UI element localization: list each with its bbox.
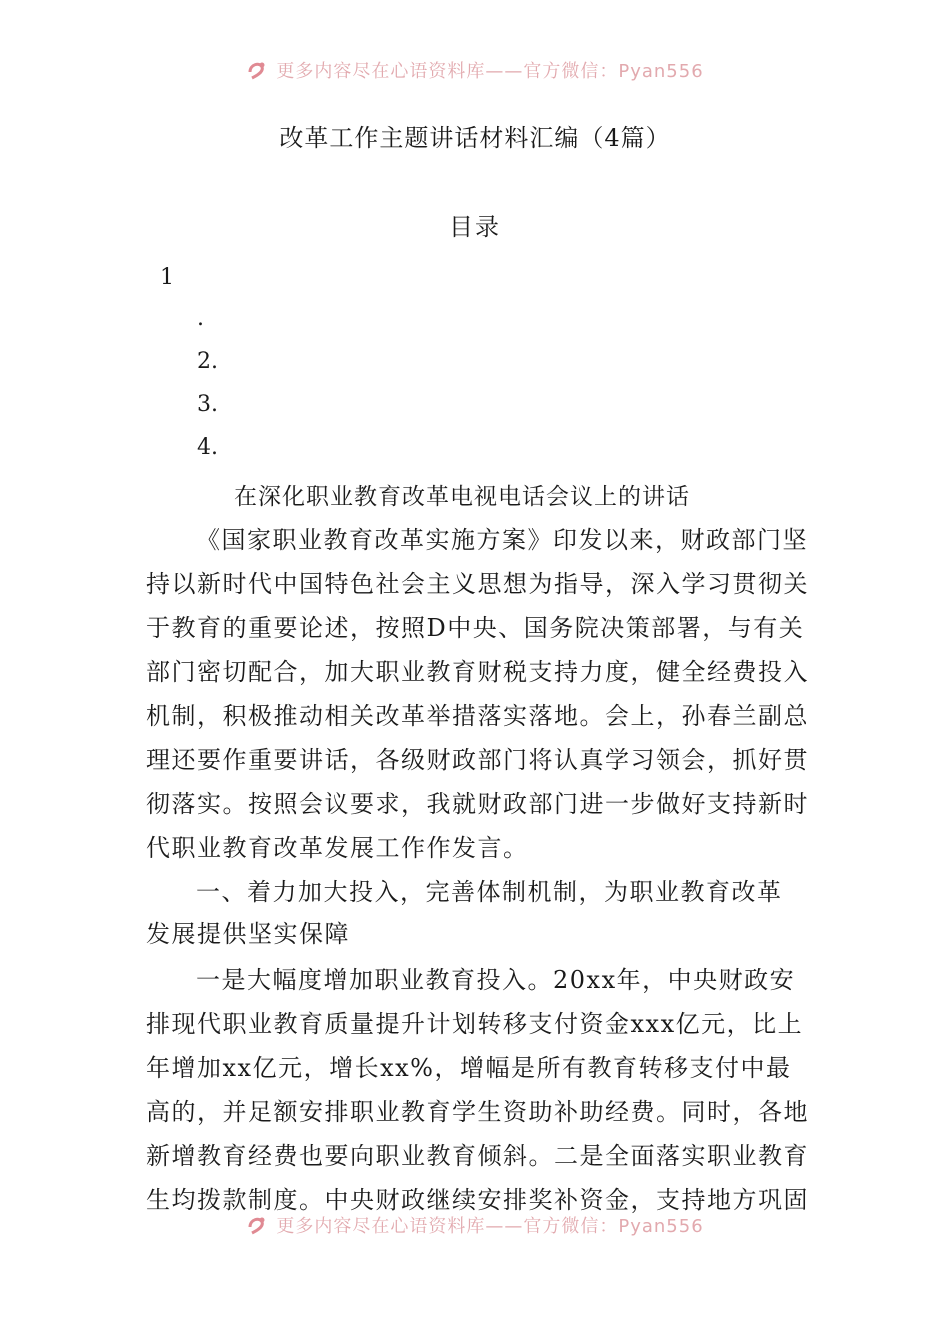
body-line: 新增教育经费也要向职业教育倾斜。二是全面落实职业教育: [146, 1142, 809, 1170]
body-line: 持以新时代中国特色社会主义思想为指导，深入学习贯彻关: [146, 570, 809, 598]
body-line: 理还要作重要讲话，各级财政部门将认真学习领会，抓好贯: [146, 746, 809, 774]
body-line: 排现代职业教育质量提升计划转移支付资金xxx亿元，比上: [146, 1010, 804, 1038]
body-line: 彻落实。按照会议要求，我就财政部门进一步做好支持新时: [146, 790, 809, 818]
body-line: 机制，积极推动相关改革举措落实落地。会上，孙春兰副总: [146, 702, 809, 730]
speech-title: 在深化职业教育改革电视电话会议上的讲话: [234, 484, 690, 510]
document-title: 改革工作主题讲话材料汇编（4篇）: [279, 124, 671, 152]
body-line: 于教育的重要论述，按照D中央、国务院决策部署，与有关: [146, 614, 805, 642]
body-line: 部门密切配合，加大职业教育财税支持力度，健全经费投入: [146, 658, 809, 686]
watermark-text: 更多内容尽在心语资料库——官方微信：Pyan556: [276, 1216, 704, 1237]
toc-heading: 目录: [449, 213, 501, 241]
body-line: 高的，并足额安排职业教育学生资助补助经费。同时，各地: [146, 1098, 809, 1126]
body-line: 年增加xx亿元，增长xx%，增幅是所有教育转移支付中最: [146, 1054, 792, 1082]
body-line: 一是大幅度增加职业教育投入。20xx年，中央财政安: [196, 966, 796, 994]
toc-item-4: 4.: [197, 435, 218, 460]
brand-logo-icon: [246, 58, 270, 82]
toc-item-3: 3.: [197, 392, 218, 417]
section-heading: 一、着力加大投入，完善体制机制，为职业教育改革: [196, 878, 783, 906]
section-heading-cont: 发展提供坚实保障: [146, 920, 350, 948]
toc-item-1: 1: [160, 265, 174, 290]
watermark-banner-top: [0, 57, 950, 83]
toc-item-2: 2.: [197, 349, 218, 374]
body-line: 《国家职业教育改革实施方案》印发以来，财政部门坚: [196, 526, 808, 554]
watermark-text: 更多内容尽在心语资料库——官方微信：Pyan556: [276, 61, 704, 82]
watermark-banner-bottom: [0, 1212, 950, 1238]
brand-logo-icon: [246, 1213, 270, 1237]
toc-item-1-dot: .: [197, 306, 204, 331]
body-line: 生均拨款制度。中央财政继续安排奖补资金，支持地方巩固: [146, 1186, 809, 1214]
body-line: 代职业教育改革发展工作作发言。: [146, 834, 529, 862]
